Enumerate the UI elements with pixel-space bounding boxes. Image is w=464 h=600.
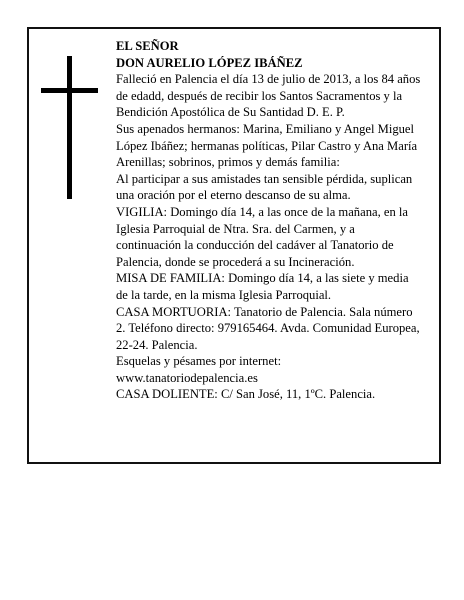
vigil-details: VIGILIA: Domingo día 14, a las once de la mañana, en la Iglesia Parroquial de Ntra. Sra. del Carmen, y a continuación la conducción del cadáver al Tanatorio de Palencia, donde se procederá a su Incineración.	[116, 204, 409, 269]
death-announcement: Falleció en Palencia el día 13 de julio de 2013, a los 84 años de edadd, después de recibir los Santos Sacramentos y la Bendición Apostólica de Su Santidad D. E. P.	[116, 72, 421, 120]
obituary-notice	[27, 27, 441, 464]
family-list: Sus apenados hermanos: Marina, Emiliano y Angel Miguel López Ibáñez; hermanas políticas, Pilar Castro y Ana María Arenillas; sobrinos, primos y demás familia:	[116, 121, 418, 170]
notice-title-line-1: EL SEÑOR	[116, 39, 179, 53]
mourning-house-address: CASA DOLIENTE: C/ San José, 11, 1ºC. Palencia.	[116, 387, 376, 402]
prayer-request: Al participar a sus amistades tan sensible pérdida, suplican una oración por el eterno descanso de su alma.	[116, 171, 413, 203]
family-mass-details: MISA DE FAMILIA: Domingo día 14, a las siete y media de la tarde, en la misma Iglesia Parroquial.	[116, 271, 409, 302]
notice-title-line-2: DON AURELIO LÓPEZ IBÁÑEZ	[116, 55, 303, 70]
cross-horizontal-bar	[41, 88, 98, 93]
funeral-home-details: CASA MORTUORIA: Tanatorio de Palencia. Sala número 2. Teléfono directo: 979165464. Avda. Comunidad Europea, 22-24. Palencia.	[116, 304, 420, 352]
internet-condolences: Esquelas y pésames por internet: www.tanatoriodepalencia.es	[116, 354, 282, 385]
cross-vertical-bar	[67, 56, 72, 199]
notice-content	[116, 38, 422, 403]
